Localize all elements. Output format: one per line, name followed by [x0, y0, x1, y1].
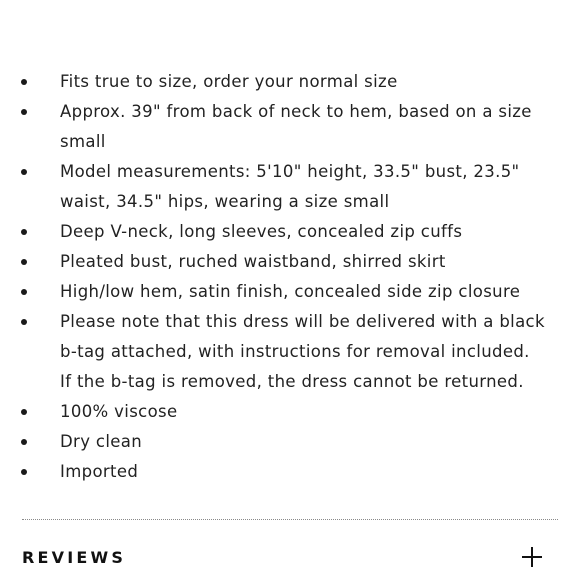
plus-icon[interactable] [522, 547, 542, 567]
reviews-accordion-toggle[interactable] [22, 540, 542, 574]
detail-text: 100% viscose [60, 402, 178, 421]
bullet-icon [21, 109, 27, 115]
list-item [0, 457, 580, 487]
list-item [0, 247, 580, 277]
section-divider [22, 519, 558, 520]
detail-text: Approx. 39" from back of neck to hem, based on a size small [60, 102, 532, 151]
bullet-icon [21, 259, 27, 265]
list-item [0, 397, 580, 427]
detail-text: Dry clean [60, 432, 143, 451]
product-details-list [0, 67, 580, 487]
reviews-heading: REVIEWS [22, 547, 127, 567]
list-item [0, 97, 580, 157]
list-item [0, 217, 580, 247]
bullet-icon [21, 289, 27, 295]
detail-text: Pleated bust, ruched waistband, shirred skirt [60, 252, 446, 271]
detail-text: Fits true to size, order your normal size [60, 72, 398, 91]
bullet-icon [21, 229, 27, 235]
bullet-icon [21, 79, 27, 85]
detail-text: Please note that this dress will be delivered with a black b-tag attached, with instructions for removal included. If the b-tag is removed, the dress cannot be returned. [60, 312, 545, 391]
bullet-icon [21, 469, 27, 475]
list-item [0, 277, 580, 307]
list-item [0, 427, 580, 457]
detail-text: Model measurements: 5'10" height, 33.5" bust, 23.5" waist, 34.5" hips, wearing a size small [60, 162, 520, 211]
detail-text: Deep V-neck, long sleeves, concealed zip cuffs [60, 222, 463, 241]
list-item [0, 157, 580, 217]
bullet-icon [21, 169, 27, 175]
list-item [0, 67, 580, 97]
bullet-icon [21, 409, 27, 415]
list-item [0, 307, 580, 397]
detail-text: Imported [60, 462, 139, 481]
detail-text: High/low hem, satin finish, concealed side zip closure [60, 282, 521, 301]
bullet-icon [21, 319, 27, 325]
bullet-icon [21, 439, 27, 445]
